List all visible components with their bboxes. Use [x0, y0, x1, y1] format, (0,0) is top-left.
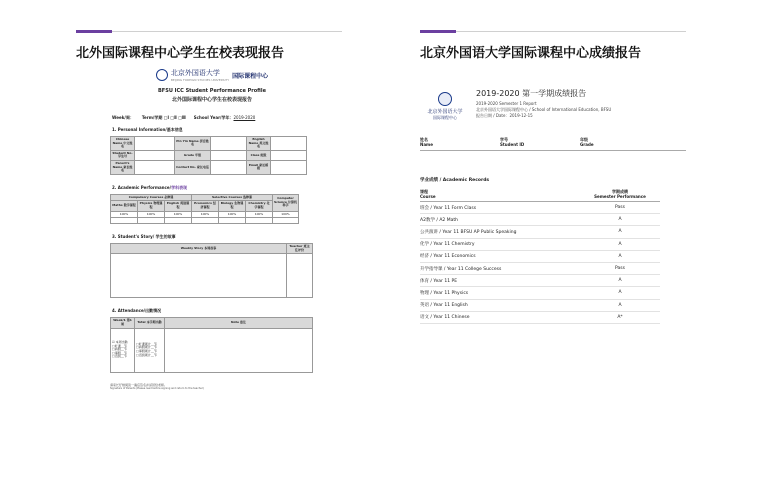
left-panel-title: 北外国际课程中心学生在校表现报告 [76, 46, 285, 61]
section-story: 3. Student's Story/ 学生的故事 [112, 234, 176, 240]
cell: Contact No. 家长电话 [175, 160, 211, 174]
course-col: Computer Science 计算机科学 [273, 194, 299, 211]
cell: 100% [192, 211, 219, 218]
cell: 100% [246, 211, 273, 218]
footer-note-cn: 请家长仔细阅读一遍后签名并返回给老师。 [110, 382, 168, 387]
att-col: Note 备注 [165, 318, 313, 328]
cell [271, 160, 307, 174]
table-row: 经济 / Year 11 Economics A [420, 251, 660, 263]
personal-info-table [110, 136, 307, 175]
table-row [111, 150, 307, 160]
table-row: 升学指导课 / Year 11 College Success Pass [420, 263, 660, 275]
cell [135, 150, 175, 160]
table-row [111, 328, 313, 372]
bfsu-emblem-icon [156, 69, 168, 81]
report-subtitle: 2019-2020 Semester 1 Report [476, 101, 537, 106]
att-col: Week/1 第1周 [111, 318, 135, 328]
cell: Grade 年级 [175, 150, 211, 160]
report-info [476, 88, 611, 121]
report-date: 报告日期 / Date：2019-12-15 [476, 113, 533, 118]
report-school: 北京外国语大学国际课程中心 / School of International Education, BFSU [476, 107, 612, 112]
cell [271, 150, 307, 160]
cell [219, 218, 246, 224]
table-row: 物理 / Year 11 Physics A [420, 287, 660, 299]
cell: 100% [165, 211, 192, 218]
right-panel [420, 30, 686, 61]
cell [246, 218, 273, 224]
cell: Pin Yin Name 拼音姓名 [175, 137, 211, 151]
term-label: Term/学期 □Ⅰ □Ⅱ □Ⅲ [141, 115, 186, 120]
cell: 100% [273, 211, 299, 218]
cell: Parent's Name 家长姓名 [111, 160, 135, 174]
logo-cn: 北京外国语大学 [170, 69, 220, 77]
course-col: Maths 数学课程 [111, 201, 138, 211]
teacher-head: Teacher 班主任评价 [287, 244, 313, 254]
cell [287, 254, 313, 298]
table-row [111, 160, 307, 174]
compulsory-head: Compulsory Courses 必修课 [111, 194, 192, 201]
performance-header: 学期成绩 Semester Performance [594, 189, 646, 199]
section-personal-info: 1. Personal Information/基本信息 [112, 127, 183, 132]
cell [165, 218, 192, 224]
table-row [111, 254, 313, 298]
table-row [111, 218, 299, 224]
section-attendance: 4. Attendance/出勤情况 [112, 308, 162, 314]
table-row [111, 137, 307, 151]
att-left: ☑ 本周出勤 □旷课__节 □病假__节 □事假__节 □迟到__节 [111, 328, 135, 372]
table-row: 化学 / Year 11 Chemistry A [420, 239, 660, 251]
school-year-label: School Year/学年：2019-2020 [193, 115, 256, 120]
cell [211, 160, 247, 174]
table-row [111, 244, 313, 254]
attendance-table [110, 317, 313, 372]
course-col: Biology 生物课程 [219, 201, 246, 211]
left-accent-bar [76, 30, 112, 33]
cell: Email 家长邮箱 [247, 160, 271, 174]
academic-records-table [420, 189, 660, 324]
report-logo-cn: 北京外国语大学 [427, 109, 463, 115]
records-header [420, 189, 660, 202]
grade-report-document [420, 88, 686, 324]
table-row [111, 201, 299, 211]
table-row: 英语 / Year 11 English A [420, 300, 660, 312]
cell [211, 137, 247, 151]
cell [111, 254, 287, 298]
week-row [112, 115, 322, 121]
right-accent-bar [420, 30, 456, 33]
academic-table [110, 194, 299, 224]
table-row: A2数学 / A2 Math A [420, 214, 660, 226]
table-row [111, 194, 299, 201]
student-id-col: 学号 Student ID [500, 137, 525, 147]
academic-records-heading: 学业成绩 / Academic Records [420, 178, 490, 183]
section-academic: 2. Academic Performance/学科表现 [112, 184, 188, 190]
cell [135, 160, 175, 174]
report-header [420, 88, 686, 121]
bfsu-logo [102, 68, 322, 82]
table-row: 公共演讲 / Year 11 BFSU AP Public Speaking A [420, 226, 660, 238]
cell [135, 137, 175, 151]
logo-sub: BEIJING FOREIGN STUDIES UNIVERSITY [170, 78, 230, 82]
report-logo [420, 88, 470, 121]
left-panel [76, 30, 342, 61]
performance-profile-document [102, 68, 322, 448]
school-year: 2019-2020 [233, 115, 256, 120]
student-info-row [420, 137, 686, 151]
cell: 100% [111, 211, 138, 218]
table-row: 语文 / Year 11 Chinese A* [420, 312, 660, 324]
cell [211, 150, 247, 160]
cell [192, 218, 219, 224]
course-col: Chemistry 化学课程 [246, 201, 273, 211]
cell: Class 班级 [247, 150, 271, 160]
selective-head: Selective Courses 选修课 [192, 194, 273, 201]
cell [273, 218, 299, 224]
right-panel-title: 北京外国语大学国际课程中心成绩报告 [420, 46, 642, 61]
student-name-col: 姓名 Name [420, 137, 433, 147]
att-col: Total 本学期出勤 [135, 318, 165, 328]
week-label: Week/周： [112, 115, 134, 120]
doc-title-cn: 北外国际课程中心学生在校表现报告 [171, 97, 252, 103]
att-mid: □旷课累计__节 □病假累计__节 □事假累计__节 □迟到累计__节 [135, 328, 165, 372]
table-row [111, 211, 299, 218]
course-header: 课程 Course [420, 189, 436, 199]
cell [111, 218, 138, 224]
cell [138, 218, 165, 224]
cell: Chinese Name 中文姓名 [111, 137, 135, 151]
story-table [110, 243, 313, 298]
cell [165, 328, 313, 372]
cell: 100% [138, 211, 165, 218]
cell [271, 137, 307, 151]
course-col: Economics 经济课程 [192, 201, 219, 211]
course-col: Physics 物理课程 [138, 201, 165, 211]
report-title: 2019-2020 第一学期成绩报告 [476, 89, 587, 98]
report-logo-en: 国际课程中心 [433, 115, 457, 120]
table-row [111, 318, 313, 328]
student-grade-col: 年级 Grade [580, 137, 594, 147]
cell: 100% [219, 211, 246, 218]
footer-note-en: Signature of Parents (Please read before signing and return to the teacher) [110, 386, 204, 390]
course-col: English 英语课程 [165, 201, 192, 211]
table-row: 班会 / Year 11 Form Class Pass [420, 202, 660, 214]
table-row: 体育 / Year 11 PE A [420, 275, 660, 287]
cell: Student No. 学生号 [111, 150, 135, 160]
logo-en: 国际课程中心 [232, 72, 269, 80]
cell: English Name 英文姓名 [247, 137, 271, 151]
story-head: Weekly Story 本周故事 [111, 244, 287, 254]
bfsu-emblem-icon [438, 92, 452, 106]
right-accent-line [456, 31, 686, 32]
left-accent-line [112, 31, 342, 32]
doc-title-en: BFSU ICC Student Performance Profile [158, 88, 266, 94]
